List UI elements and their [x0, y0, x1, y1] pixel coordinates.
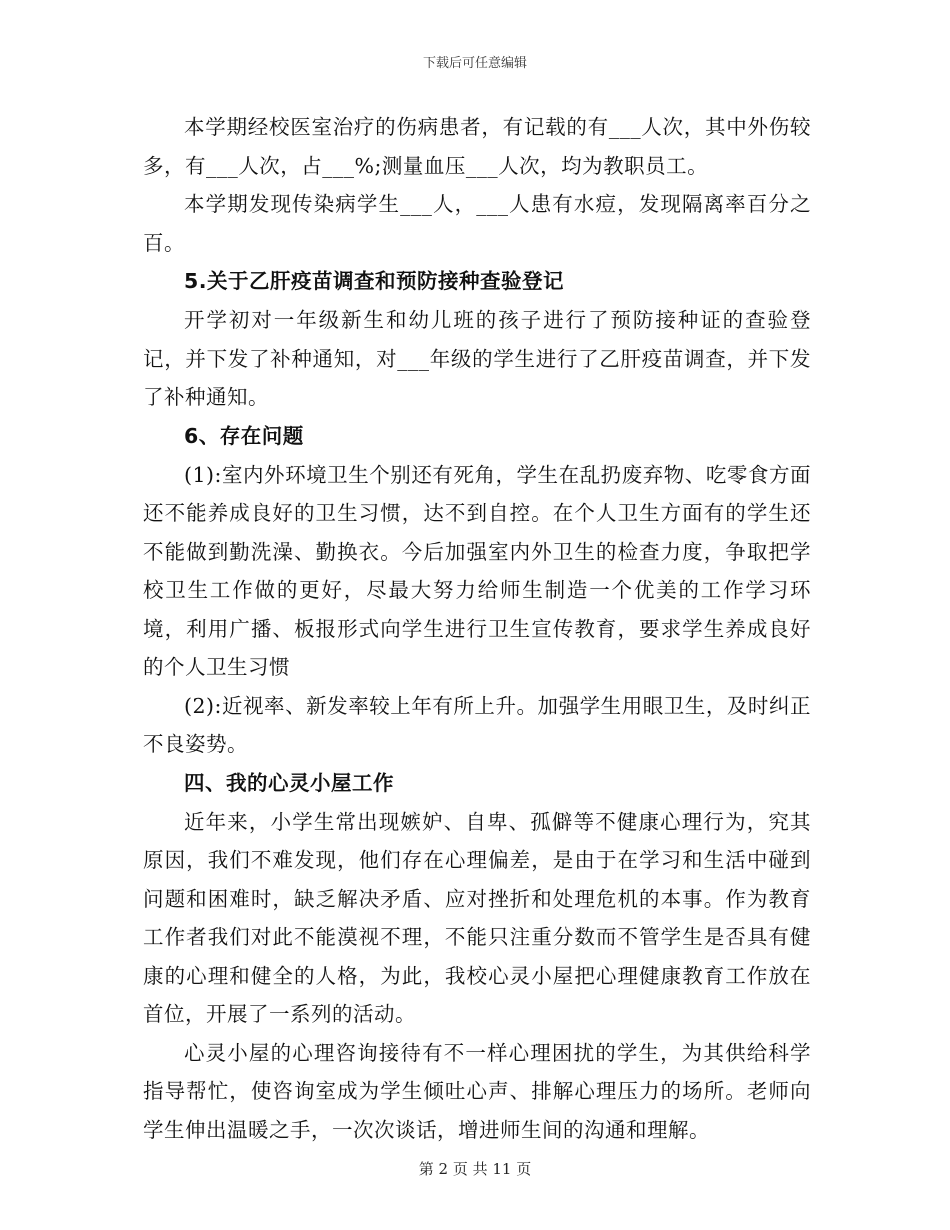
paragraph-counseling: 心灵小屋的心理咨询接待有不一样心理困扰的学生，为其供给科学指导帮忙，使咨询室成为学生倾吐心声、排解心理压力的场所。老师向学生伸出温暖之手，一次次谈话，增进师生间的沟通和理解。 [143, 1040, 811, 1142]
section-heading-mind-room: 四、我的心灵小屋工作 [184, 770, 394, 795]
document-body [143, 108, 811, 1149]
paragraph-infectious-disease: 本学期发现传染病学生___人，___人患有水痘，发现隔离率百分之百。 [143, 192, 811, 255]
paragraph-problem-1: (1):室内外环境卫生个别还有死角，学生在乱扔废弃物、吃零食方面还不能养成良好的卫生习惯，达不到自控。在个人卫生方面有的学生还不能做到勤洗澡、勤换衣。今后加强室内外卫生的检查力度，争取把学校卫生工作做的更好，尽最大努力给师生制造一个优美的工作学习环境，利用广播、板报形式向学生进行卫生宣传教育，要求学生养成良好的个人卫生习惯 [143, 462, 811, 679]
paragraph-vaccination-check: 开学初对一年级新生和幼儿班的孩子进行了预防接种证的查验登记，并下发了补种通知，对___年级的学生进行了乙肝疫苗调查，并下发了补种通知。 [143, 308, 811, 409]
page-footer: 第 2 页 共 11 页 [418, 1160, 532, 1178]
section-heading-hepatitis-vaccine: 5.关于乙肝疫苗调查和预防接种查验登记 [184, 269, 565, 293]
section-heading-problems: 6、存在问题 [184, 423, 304, 448]
paragraph-problem-2: (2):近视率、新发率较上年有所上升。加强学生用眼卫生，及时纠正不良姿势。 [143, 693, 811, 756]
paragraph-injury-stats: 本学期经校医室治疗的伤病患者，有记载的有___人次，其中外伤较多，有___人次，占___%;测量血压___人次，均为教职员工。 [143, 115, 811, 178]
page-header: 下载后可任意编辑 [422, 56, 527, 71]
paragraph-mental-health: 近年来，小学生常出现嫉妒、自卑、孤僻等不健康心理行为，究其原因，我们不难发现，他们存在心理偏差，是由于在学习和生活中碰到问题和困难时，缺乏解决矛盾、应对挫折和处理危机的本事。作为教育工作者我们对此不能漠视不理，不能只注重分数而不管学生是否具有健康的心理和健全的人格，为此，我校心灵小屋把心理健康教育工作放在首位，开展了一系列的活动。 [143, 809, 811, 1026]
